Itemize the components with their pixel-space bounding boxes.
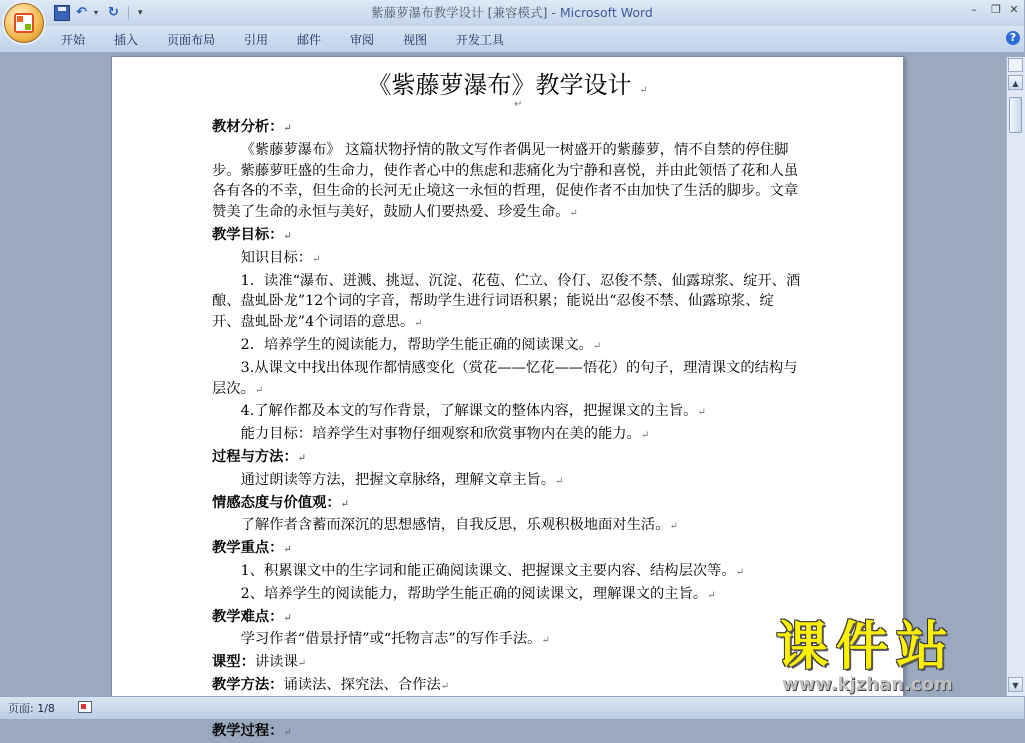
paragraph-mark-icon: ↵ bbox=[541, 635, 550, 647]
paragraph-mark-icon: ↵ bbox=[312, 253, 321, 265]
paragraph-text: 学习作者“借景抒情”或“托物言志”的写作手法。 bbox=[240, 631, 542, 648]
paragraph-mark-icon: ↵ bbox=[414, 318, 423, 330]
paragraph-text: 3.从课文中找出体现作都情感变化（赏花——忆花——悟花）的句子，理清课文的结构与层次。 bbox=[212, 359, 798, 397]
paragraph-mark-icon: ↵ bbox=[440, 680, 450, 692]
document-title-text: 《紫藤萝瀑布》教学设计 bbox=[367, 71, 632, 99]
status-bar bbox=[0, 696, 1024, 719]
paragraph-mark-icon: ↵ bbox=[283, 726, 292, 738]
paragraph-mark-icon: ↵ bbox=[735, 566, 745, 578]
tab-page-layout[interactable]: 页面布局 bbox=[167, 33, 216, 47]
title-bar bbox=[0, 0, 1024, 26]
tab-view[interactable]: 视图 bbox=[403, 33, 428, 47]
paragraph bbox=[212, 248, 802, 271]
paragraph-mark-icon: ↵ bbox=[592, 340, 602, 352]
labeled-line bbox=[212, 675, 802, 698]
paragraph-mark-icon: ↵ bbox=[283, 123, 292, 134]
tab-developer[interactable]: 开发工具 bbox=[456, 33, 505, 47]
maximize-button[interactable]: ❐ bbox=[991, 3, 1001, 16]
paragraph-mark-icon: ↵ bbox=[555, 475, 564, 487]
paragraph-mark-icon: ↵ bbox=[697, 407, 706, 419]
office-button[interactable] bbox=[4, 3, 44, 43]
section-heading-text: 教学过程： bbox=[212, 722, 284, 739]
section-heading-text: 教学目标： bbox=[212, 226, 284, 243]
paragraph bbox=[212, 358, 802, 402]
paragraph-mark-icon: ↵ bbox=[283, 612, 292, 624]
paragraph bbox=[212, 561, 802, 584]
paragraph-text: 2、培养学生的阅读能力，帮助学生能正确的阅读课文，理解课文的主旨。 bbox=[240, 585, 708, 602]
watermark-logo bbox=[776, 618, 1002, 696]
section-heading bbox=[212, 493, 802, 516]
qat-separator bbox=[128, 6, 129, 20]
paragraph bbox=[212, 470, 802, 493]
paragraph-text: 了解作者含蓄而深沉的思想感情，自我反思，乐观积极地面对生活。 bbox=[240, 517, 670, 534]
close-button[interactable]: ✕ bbox=[1009, 3, 1019, 16]
paragraph-mark-icon: ↵ bbox=[669, 521, 678, 533]
paragraph-mark-icon: ↵ bbox=[283, 544, 292, 556]
tab-home[interactable]: 开始 bbox=[61, 33, 86, 47]
customize-qat-icon[interactable]: ▾ bbox=[138, 8, 143, 18]
paragraph-text: 《紫藤萝瀑布》 这篇状物抒情的散文写作者偶见一树盛开的紫藤萝，情不自禁的停住脚步。紫藤萝旺盛的生命力，使作者心中的焦虑和悲痛化为宁静和喜悦，并由此领悟了花和人虽各有各的不幸，但生命的长河无止境这一永恒的哲理，促使作者不由加快了生活的脚步。文章赞美了生命的永恒与美好，鼓励人们要热爱、珍爱生命。 bbox=[212, 141, 799, 221]
ribbon-tabs bbox=[0, 26, 1024, 53]
paragraph-text: 能力目标：培养学生对事物仔细观察和欣赏事物内在美的能力。 bbox=[240, 426, 641, 443]
section-heading bbox=[212, 721, 802, 743]
paragraph bbox=[212, 424, 802, 447]
office-logo-icon bbox=[14, 13, 34, 33]
section-heading bbox=[212, 538, 802, 561]
section-heading bbox=[212, 225, 802, 248]
paragraph-text: 1、积累课文中的生字词和能正确阅读课文、把握课文主要内容、结构层次等。 bbox=[240, 562, 736, 579]
paragraph-text: 通过朗读等方法，把握文章脉络，理解文章主旨。 bbox=[240, 471, 556, 488]
undo-dropdown-icon[interactable]: ▾ bbox=[94, 8, 99, 17]
paragraph-mark-icon: ↵ bbox=[640, 430, 650, 442]
window-title-doc: 紫藤萝瀑布教学设计 [兼容模式] - bbox=[371, 5, 560, 20]
window-title bbox=[0, 0, 1024, 26]
scroll-thumb[interactable] bbox=[1009, 97, 1022, 133]
paragraph-mark-icon: ↵ bbox=[297, 452, 307, 464]
section-heading-text: 过程与方法： bbox=[212, 448, 298, 465]
labeled-line bbox=[212, 652, 802, 675]
vertical-scrollbar[interactable] bbox=[1006, 57, 1025, 696]
paragraph-text: 1．读准“瀑布、迸溅、挑逗、沉淀、花苞、伫立、伶仃、忍俊不禁、仙露琼浆、绽开、酒酿、盘虬卧龙”12个词的字音，帮助学生进行词语积累；能说出“忍俊不禁、仙露琼浆、绽开、盘虬卧龙”4个词语的意思。 bbox=[212, 272, 801, 331]
status-page-count[interactable]: 页面: 1/8 bbox=[8, 702, 55, 715]
minimize-button[interactable]: – bbox=[971, 3, 977, 16]
section-heading-text: 教学难点： bbox=[212, 608, 284, 625]
window-title-app: Microsoft Word bbox=[559, 5, 653, 20]
line-label: 教学方法： bbox=[212, 676, 284, 693]
paragraph bbox=[212, 584, 802, 607]
section-heading-text: 教学重点： bbox=[212, 540, 284, 557]
document-page[interactable] bbox=[112, 57, 903, 739]
tab-insert[interactable]: 插入 bbox=[114, 33, 139, 47]
paragraph bbox=[212, 335, 802, 358]
line-label: 课型： bbox=[212, 654, 255, 671]
document-body[interactable] bbox=[212, 117, 802, 743]
paragraph bbox=[212, 629, 802, 652]
section-heading-text: 情感态度与价值观： bbox=[212, 494, 341, 511]
scroll-up-button[interactable]: ▲ bbox=[1008, 75, 1023, 90]
paragraph-mark-icon: ↵ bbox=[639, 85, 648, 96]
paragraph-mark-icon: ↵ bbox=[514, 99, 523, 110]
section-heading-text: 教材分析： bbox=[212, 119, 284, 135]
paragraph-mark-icon: ↵ bbox=[254, 384, 264, 396]
ruler-toggle-icon[interactable] bbox=[1008, 58, 1023, 72]
scroll-down-button[interactable]: ▼ bbox=[1008, 677, 1023, 692]
undo-icon[interactable]: ↶ bbox=[76, 5, 87, 20]
line-value: 讲读课 bbox=[254, 654, 298, 671]
document-title bbox=[112, 65, 903, 100]
section-heading bbox=[212, 117, 802, 140]
paragraph-mark-icon: ↵ bbox=[297, 658, 307, 670]
watermark-title: 课件站 bbox=[776, 617, 957, 677]
paragraph-text: 2．培养学生的阅读能力，帮助学生能正确的阅读课文。 bbox=[240, 336, 593, 353]
paragraph bbox=[212, 515, 802, 538]
proofing-icon[interactable] bbox=[78, 701, 92, 713]
paragraph-mark-icon: ↵ bbox=[283, 230, 292, 242]
paragraph-text: 4.了解作都及本文的写作背景，了解课文的整体内容，把握课文的主旨。 bbox=[240, 403, 698, 420]
tab-review[interactable]: 审阅 bbox=[350, 33, 375, 47]
help-icon[interactable]: ? bbox=[1006, 31, 1020, 45]
section-heading bbox=[212, 447, 802, 470]
watermark-url: www.kjzhan.com bbox=[782, 674, 953, 695]
paragraph-mark-icon: ↵ bbox=[340, 498, 350, 510]
paragraph-text: 知识目标： bbox=[240, 249, 313, 266]
tab-references[interactable]: 引用 bbox=[244, 33, 269, 47]
paragraph bbox=[212, 401, 802, 424]
paragraph bbox=[212, 140, 802, 225]
save-icon[interactable] bbox=[54, 5, 70, 21]
paragraph bbox=[212, 271, 802, 335]
section-heading bbox=[212, 607, 802, 630]
tab-mailings[interactable]: 邮件 bbox=[297, 33, 322, 47]
redo-icon[interactable]: ↻ bbox=[108, 5, 119, 20]
line-value: 诵读法、探究法、合作法 bbox=[283, 676, 441, 693]
paragraph-mark-icon: ↵ bbox=[569, 208, 578, 220]
paragraph-mark-icon: ↵ bbox=[707, 589, 716, 601]
